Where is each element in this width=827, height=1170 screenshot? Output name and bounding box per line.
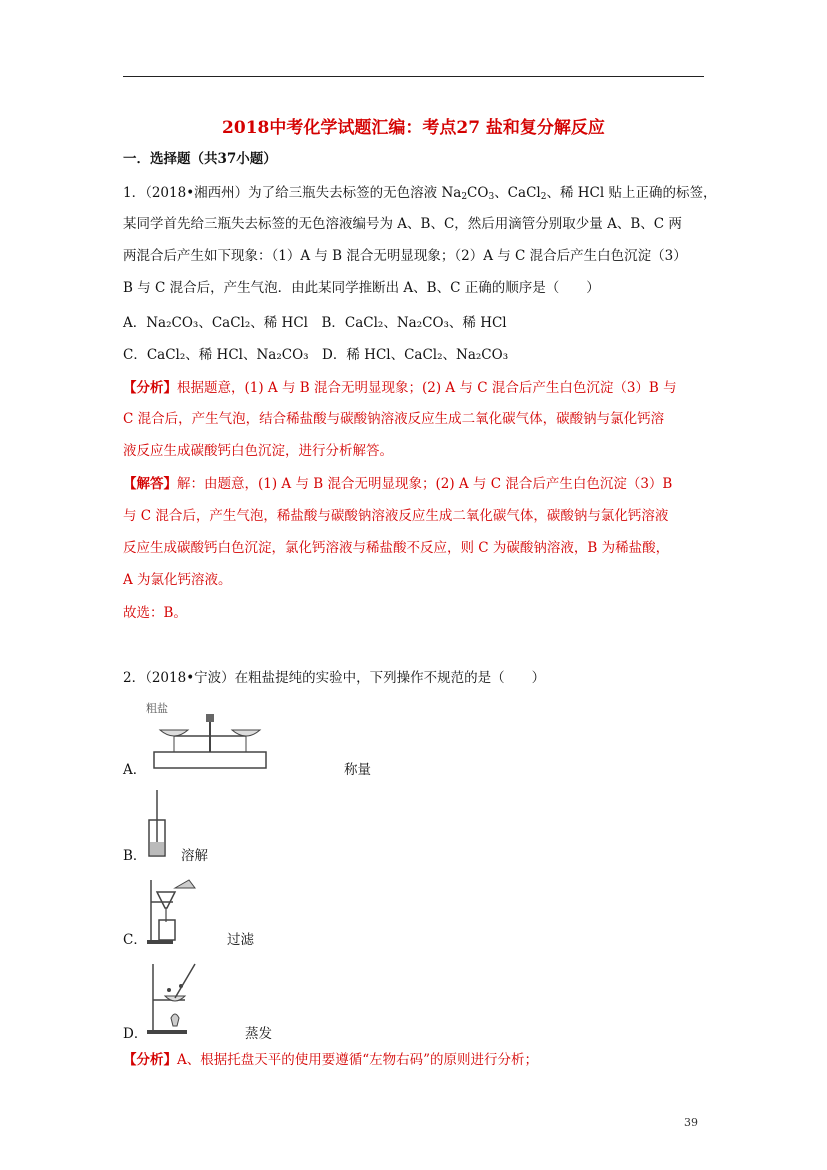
q1-answer-line3: 反应生成碳酸钙白色沉淀，氯化钙溶液与稀盐酸不反应，则 C 为碳酸钠溶液，B 为稀盐酸，	[123, 540, 670, 556]
q2-analysis-tag: 【分析】	[123, 1052, 177, 1068]
q1-answer-line1	[123, 474, 672, 494]
q1-answer-line4: A 为氯化钙溶液。	[123, 572, 232, 588]
q1-options-ab: A．Na₂CO₃、CaCl₂、稀 HCl B．CaCl₂、Na₂CO₃、稀 HCl	[123, 315, 507, 331]
q2-optB-label: 溶解	[181, 848, 208, 864]
evaporation-figure	[145, 960, 211, 1036]
q2-optB-letter: B．	[123, 848, 147, 864]
q1-answer-line2: 与 C 混合后，产生气泡，稀盐酸与碳酸钠溶液反应生成二氧化碳气体，碳酸钠与氯化钙溶液	[123, 508, 669, 524]
q1-choice: 故选：B。	[123, 605, 187, 621]
q1-analysis-text1: 根据题意，(1) A 与 B 混合无明显现象；(2) A 与 C 混合后产生白色沉淀（3）B 与	[177, 380, 677, 396]
q2-analysis-text1: A、根据托盘天平的使用要遵循“左物右码”的原则进行分析；	[177, 1052, 539, 1068]
q1-line1-pre: 1．（2018•湘西州）为了给三瓶失去标签的无色溶液 Na	[123, 185, 462, 201]
q1-analysis-line1	[123, 378, 677, 398]
q2-optD-letter: D．	[123, 1026, 148, 1042]
q1-line2: 某同学首先给三瓶失去标签的无色溶液编号为 A、B、C，然后用滴管分别取少量 A、B、C 两	[123, 216, 682, 232]
q1-answer-tag: 【解答】	[123, 476, 177, 492]
balance-figure	[146, 700, 276, 772]
q1-options-cd: C．CaCl₂、稀 HCl、Na₂CO₃ D．稀 HCl、CaCl₂、Na₂CO₃	[123, 347, 509, 363]
filtration-figure	[145, 876, 211, 946]
header-rule	[123, 76, 704, 77]
q2-stem: 2．（2018•宁波）在粗盐提纯的实验中，下列操作不规范的是（ ）	[123, 670, 546, 686]
q2-optA-letter: A．	[123, 762, 147, 778]
q1-answer-text1: 解：由题意，(1) A 与 B 混合无明显现象；(2) A 与 C 混合后产生白色沉淀（3）B	[177, 476, 673, 492]
figure-label-salt: 粗盐	[146, 702, 168, 715]
q1-analysis-line2: C 混合后，产生气泡，结合稀盐酸与碳酸钠溶液反应生成二氧化碳气体，碳酸钠与氯化钙溶	[123, 411, 665, 427]
page-number: 39	[684, 1116, 698, 1129]
q1-line3: 两混合后产生如下现象：（1）A 与 B 混合无明显现象；（2）A 与 C 混合后产生白色沉淀（3）	[123, 248, 687, 264]
q1-line1: 1．（2018•湘西州）为了给三瓶失去标签的无色溶液 $Na_2CO_3$、CaCl$_2$、稀 HCl 贴上正确的标签，	[123, 185, 717, 202]
section-heading: 一．选择题（共37小题）	[123, 151, 277, 167]
beaker-figure	[145, 790, 169, 860]
q2-optC-letter: C．	[123, 932, 147, 948]
q1-analysis-tag: 【分析】	[123, 380, 177, 396]
q1-line4: B 与 C 混合后，产生气泡．由此某同学推断出 A、B、C 正确的顺序是（ ）	[123, 280, 600, 296]
q2-optC-label: 过滤	[227, 932, 254, 948]
q2-analysis-line1	[123, 1050, 538, 1070]
q2-optA-label: 称量	[344, 762, 371, 778]
q2-optD-label: 蒸发	[245, 1026, 272, 1042]
q1-line1-post: 、稀 HCl 贴上正确的标签，	[546, 185, 717, 201]
q1-analysis-line3: 液反应生成碳酸钙白色沉淀，进行分析解答。	[123, 443, 393, 459]
page-title: 2018中考化学试题汇编：考点27 盐和复分解反应	[222, 118, 605, 138]
